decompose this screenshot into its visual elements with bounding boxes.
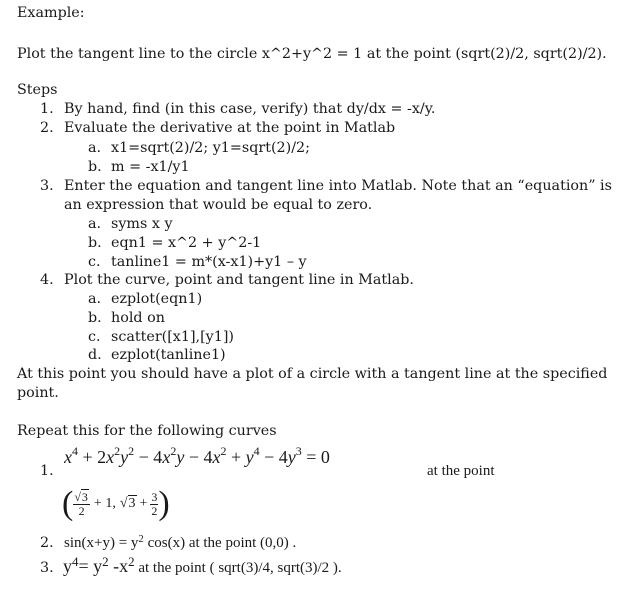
substep-number: b.: [88, 159, 102, 175]
curve-2-eq-part: sin(x+y) = y: [64, 535, 139, 551]
svg-text:x4 + 2x2y2 − 4x2y − 4x2 + y4 −: $x^4 + 2x^2y^2 - 4x^2y - 4x^2 + y^4 - 4y^3 = 0$: [64, 444, 330, 467]
step-text: Enter the equation and tangent line into Matlab. Note that an “equation” is: [64, 178, 612, 194]
example-label: Example:: [17, 5, 85, 21]
curve-number: 3.: [40, 560, 54, 576]
at-the-point-label: at the point: [427, 463, 495, 479]
step-text: Plot the curve, point and tangent line in Matlab.: [64, 272, 414, 288]
fraction: [73, 491, 90, 517]
substep-number: d.: [88, 347, 102, 363]
substep-number: b.: [88, 235, 102, 251]
step-text: By hand, find (in this case, verify) that dy/dx = -x/y.: [64, 101, 436, 117]
substep-number: c.: [88, 329, 101, 345]
substep-number: b.: [88, 310, 102, 326]
curve-number: 2.: [40, 535, 54, 551]
substep-text: tanline1 = m*(x-x1)+y1 – y: [111, 254, 307, 270]
radicand: 3: [128, 496, 136, 511]
steps-heading: Steps: [17, 82, 58, 98]
exponent: 2: [102, 554, 109, 570]
denominator: 2: [78, 503, 85, 518]
fraction: [150, 491, 158, 517]
plus-sign: +: [139, 496, 148, 511]
substep-text: x1=sqrt(2)/2; y1=sqrt(2)/2;: [111, 140, 310, 156]
curve-3-part: y: [63, 556, 72, 576]
repeat-heading: Repeat this for the following curves: [17, 423, 277, 439]
substep-text: m = -x1/y1: [111, 159, 190, 175]
denominator: 2: [151, 503, 158, 518]
step-number: 2.: [40, 120, 54, 136]
substep-text: scatter([x1],[y1]): [111, 329, 234, 345]
curve-3-part: -x: [108, 556, 129, 576]
curve-3-part: at the point ( sqrt(3)/4, sqrt(3)/2 ).: [134, 560, 342, 576]
curve-1-point: [62, 484, 170, 524]
curve-2-eq-rest: cos(x) at the point (0,0) .: [143, 535, 297, 551]
substep-number: c.: [88, 254, 101, 270]
exponent: 2: [138, 533, 144, 546]
substep-text: ezplot(eqn1): [111, 291, 203, 307]
right-paren-icon: ): [158, 485, 170, 522]
sqrt-symbol-icon: √: [74, 489, 81, 504]
step-number: 4.: [40, 272, 54, 288]
problem-statement: Plot the tangent line to the circle x^2+y^2 = 1 at the point (sqrt(2)/2, sqrt(2)/2).: [17, 46, 607, 62]
substep-text: eqn1 = x^2 + y^2-1: [111, 235, 262, 251]
curve-number: 1.: [40, 463, 54, 479]
substep-number: a.: [88, 216, 102, 232]
step-text-continued: an expression that would be equal to zero.: [64, 197, 373, 213]
substep-number: a.: [88, 140, 102, 156]
curve-3-part: = y: [78, 556, 103, 576]
step-number: 1.: [40, 101, 54, 117]
step-text: Evaluate the derivative at the point in Matlab: [64, 120, 396, 136]
sqrt-symbol-icon: √: [119, 496, 128, 511]
conclusion-line-1: At this point you should have a plot of a circle with a tangent line at the specified: [17, 366, 608, 382]
curve-1-equation: [64, 442, 424, 472]
conclusion-line-2: point.: [17, 385, 59, 401]
numerator: 3: [151, 489, 158, 504]
curve-2-text: [64, 535, 296, 552]
substep-number: a.: [88, 291, 102, 307]
left-paren-icon: (: [62, 485, 74, 522]
substep-text: hold on: [111, 310, 165, 326]
curve-3-text: [63, 556, 342, 577]
radicand: 3: [81, 489, 88, 504]
substep-text: syms x y: [111, 216, 173, 232]
substep-text: ezplot(tanline1): [111, 347, 226, 363]
exponent: 2: [128, 554, 135, 570]
exponent: 4: [72, 554, 79, 570]
point-separator: + 1,: [93, 496, 116, 511]
step-number: 3.: [40, 178, 54, 194]
